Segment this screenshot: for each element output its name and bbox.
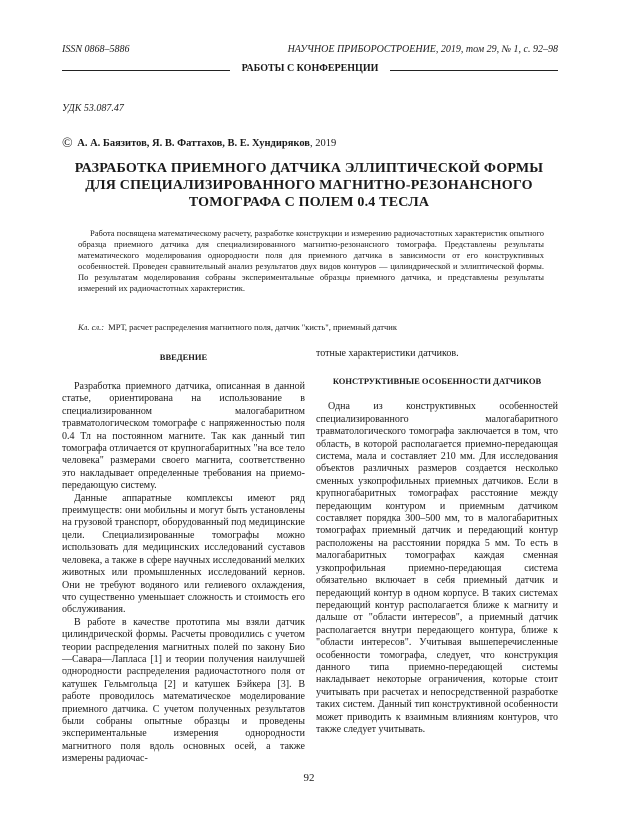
udk-code: УДК 53.087.47 [62,103,124,114]
author-names: А. А. Баязитов, Я. В. Фаттахов, В. Е. Хундиряков [77,138,310,149]
keywords [78,322,544,332]
intro-heading: ВВЕДЕНИЕ [159,352,208,362]
abstract: Работа посвящена математическому расчету, разработке конструкции и измерению радиочастотных характеристик опытного образца приемного датчика для специализированного магнитно-резонансного томографа. Представлены результаты математического моделирования однородности поля для приемного датчика в зависимости от его конструктивных особенностей. Проведен сравнительный анализ результатов двух видов контуров — цилиндрической и эллиптической формы. По результатам моделирования собраны экспериментальные образцы приемного датчика, и представлены результаты измерений их радиочастотных характеристик. [78,228,544,293]
left-column [62,348,305,766]
copyright-icon: © [62,136,73,151]
keywords-text: МРТ, расчет распределения магнитного поля, датчик "кисть", приемный датчик [108,322,397,332]
page-number: 92 [303,772,315,784]
design-heading: КОНСТРУКТИВНЫЕ ОСОБЕННОСТИ ДАТЧИКОВ [332,376,542,387]
right-column [316,348,558,736]
publication-year: , 2019 [309,138,337,149]
intro-paragraph-1: Разработка приемного датчика, описанная в данной статье, ориентирована на использование в специализированном малогабаритном травматологическом томографе с напряженностью поля 0.4 Тл на постоянном магните. Так как данный тип томографа отличается от крупногабаритных "на все тело человека" размерами своего магнита, соответственно это накладывает определенные требования на приемо-передающую систему. [62,381,305,492]
keywords-label: Кл. сл.: [78,322,105,332]
journal-citation: НАУЧНОЕ ПРИБОРОСТРОЕНИЕ, 2019, том 29, № 1, c. 92–98 [287,44,558,55]
authors-line [62,136,336,152]
issn: ISSN 0868–5886 [62,44,130,55]
section-label: РАБОТЫ С КОНФЕРЕНЦИИ [241,63,379,74]
intro-paragraph-3: В работе в качестве прототипа мы взяли датчик цилиндрической формы. Расчеты проводились с учетом теории распределения магнитных полей по закону Био—Савара—Лапласа [1] и теории получения наилучшей однородности распределения радиочастотного поля от катушек Гельмгольца [2] и катушек Бэйкера [3]. В работе проводилось математическое моделирование приемного датчика. С учетом полученных результатов были собраны опытные образцы и проведены экспериментальные измерения однородности магнитного поля вдоль основных осей, а также измерены радиочас- [62,616,305,765]
section-banner [62,62,558,76]
design-paragraph-1: Одна из конструктивных особенностей специализированного малогабаритного травматологического томографа заключается в том, что область, в которой располагается приемно-передающая система, мала и составляет 210 мм. Для исследования объектов различных размеров создается несколько сменных узкопрофильных приемных датчиков. Если в крупногабаритных томографах расстояние между передающим контуром и приемным датчиком составляет порядка 300–500 мм, то в малогабаритных томографах приемный датчик и передающий контур расположены на расстоянии порядка 5 мм. То есть в малогабаритных томографах каждая сменная узкопрофильная приемно-передающая система обязательно включает в себя приемный датчик и передающий контур в одном корпусе. В таких системах передающий контур располагается ближе к магниту и дальше от "области интересов", а приемный датчик располагается внутри передающего контура, ближе к "области интересов". Учитывая вышеперечисленные особенности томографа, следует, что конструкция данного типа приемно-передающей системы накладывает некоторые ограничения, которые стоит учитывать при расчетах и непосредственной разработке таких систем. Данный тип конструктивной особенности может приводить к взаимным влияниям контуров, что также следует учитывать. [316,401,558,735]
article-title: РАЗРАБОТКА ПРИЕМНОГО ДАТЧИКА ЭЛЛИПТИЧЕСКОЙ ФОРМЫ ДЛЯ СПЕЦИАЛИЗИРОВАННОГО МАГНИТНО-РЕЗОНАНСНОГО ТОМОГРАФА С ПОЛЕМ 0.4 ТЕСЛА [74,161,544,210]
intro-paragraph-2: Данные аппаратные комплексы имеют ряд преимуществ: они мобильны и могут быть установлены на грузовой транспорт, оборудованный под медицинские цели. Специализированные томографы можно использовать для медицинских исследований суставов человека, а также в сфере научных исследований мелких животных или промышленных исследований кернов. Они не требуют водяного или гелиевого охлаждения, что существенно уменьшает сложность и стоимость его обслуживания. [62,492,305,616]
intro-continuation: тотные характеристики датчиков. [316,348,459,359]
banner-rule-right [390,70,558,71]
